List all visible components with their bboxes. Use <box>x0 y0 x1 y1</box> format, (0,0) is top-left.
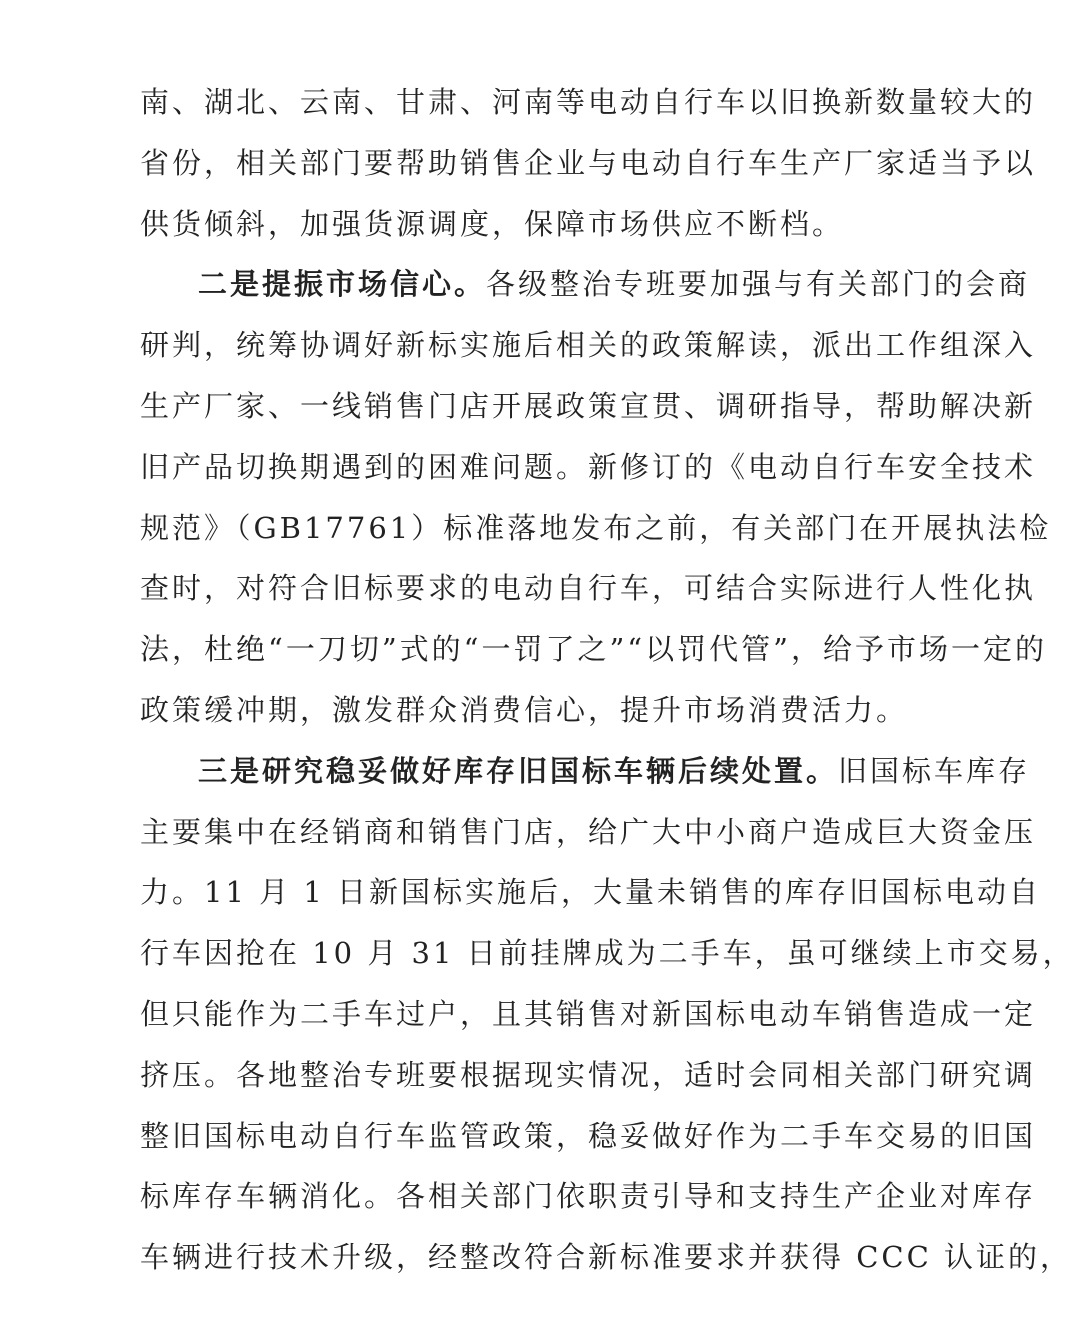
text-line: 法，杜绝“一刀切”式的“一罚了之”“以罚代管”，给予市场一定的 <box>140 632 1047 667</box>
text-line: 南、湖北、云南、甘肃、河南等电动自行车以旧换新数量较大的 <box>140 85 1037 119</box>
text-line: 挤压。各地整治专班要根据现实情况，适时会同相关部门研究调 <box>140 1057 1037 1092</box>
text-line: 政策缓冲期，激发群众消费信心，提升市场消费活力。 <box>140 692 909 727</box>
text-span: 旧国标车库存 <box>838 753 1031 788</box>
text-line: 规范》（GB17761）标准落地发布之前，有关部门在开展执法检 <box>140 510 1052 545</box>
text-line: 整旧国标电动自行车监管政策，稳妥做好作为二手车交易的旧国 <box>140 1118 1037 1153</box>
text-line: 主要集中在经销商和销售门店，给广大中小商户造成巨大资金压 <box>140 814 1037 849</box>
text-line <box>140 741 1031 802</box>
text-line: 车辆进行技术升级，经整改符合新标准要求并获得 CCC 认证的， <box>140 1240 1073 1275</box>
text-line: 旧产品切换期遇到的困难问题。新修订的《电动自行车安全技术 <box>140 449 1037 484</box>
text-line: 但只能作为二手车过户，且其销售对新国标电动车销售造成一定 <box>140 996 1037 1031</box>
paragraph-3 <box>140 741 1075 1288</box>
paragraph-1 <box>140 72 1037 254</box>
text-line: 研判，统筹协调好新标实施后相关的政策解读，派出工作组深入 <box>140 328 1037 363</box>
text-line <box>140 254 1031 315</box>
text-line: 供货倾斜，加强货源调度，保障市场供应不断档。 <box>140 206 845 241</box>
text-line: 省份，相关部门要帮助销售企业与电动自行车生产厂家适当予以 <box>140 145 1037 180</box>
paragraph-2 <box>140 254 1052 740</box>
paragraph-heading: 二是提振市场信心。 <box>198 267 487 302</box>
text-line: 查时，对符合旧标要求的电动自行车，可结合实际进行人性化执 <box>140 571 1037 606</box>
paragraph-heading: 三是研究稳妥做好库存旧国标车辆后续处置。 <box>198 753 839 788</box>
text-line: 行车因抢在 10 月 31 日前挂牌成为二手车，虽可继续上市交易， <box>140 936 1075 971</box>
text-line: 标库存车辆消化。各相关部门依职责引导和支持生产企业对库存 <box>140 1179 1037 1214</box>
text-line: 生产厂家、一线销售门店开展政策宣贯、调研指导，帮助解决新 <box>140 388 1037 423</box>
document-page <box>140 72 1075 1288</box>
text-line: 力。11 月 1 日新国标实施后，大量未销售的库存旧国标电动自 <box>140 875 1042 910</box>
text-span: 各级整治专班要加强与有关部门的会商 <box>486 267 1031 302</box>
